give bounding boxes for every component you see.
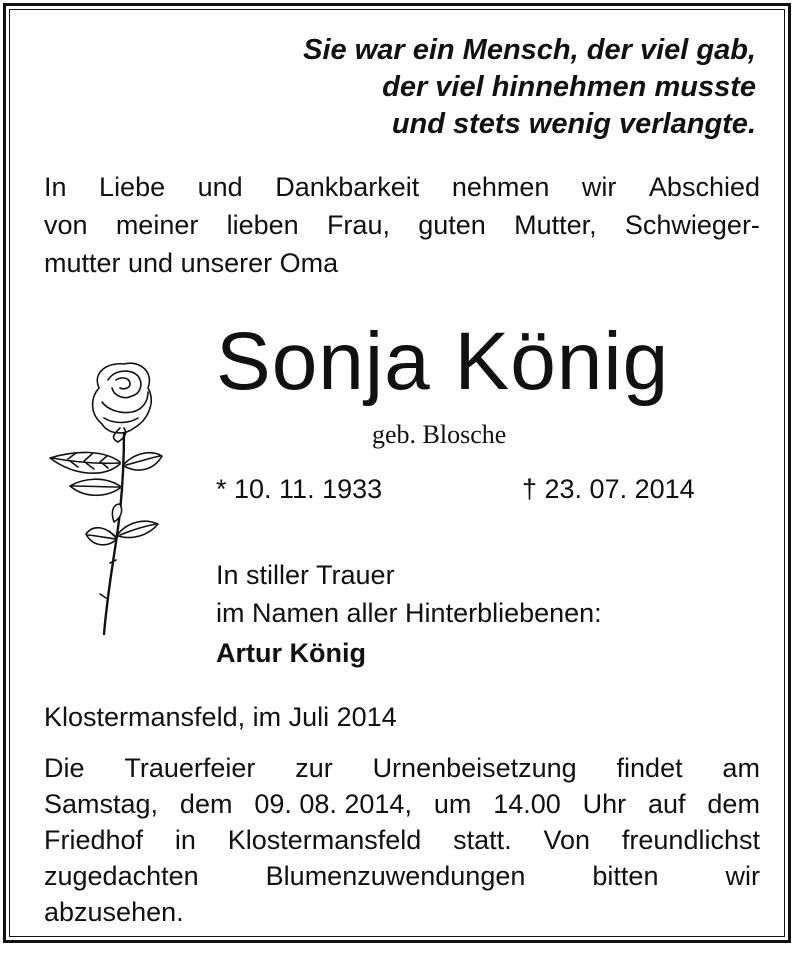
word: Mutter, [514, 210, 597, 240]
word: statt. [453, 825, 512, 855]
mourning-line: im Namen aller Hinterbliebenen: [216, 598, 602, 628]
word: dem [179, 789, 233, 819]
word: Klostermansfeld [227, 825, 422, 855]
intro-line: mutter und unserer Oma [44, 248, 339, 278]
word: dem [707, 789, 760, 819]
word: auf [648, 789, 686, 819]
word: am [722, 753, 760, 783]
death-date: † 23. 07. 2014 [522, 474, 695, 504]
word: freundlichst [621, 825, 760, 855]
word: wir [725, 861, 760, 891]
rose-icon [44, 358, 174, 648]
word: und [197, 172, 243, 202]
word: Uhr [582, 789, 627, 819]
word: wir [581, 172, 617, 202]
word: Dankbarkeit [275, 172, 420, 202]
birth-date: * 10. 11. 1933 [216, 474, 383, 504]
word: Schwieger- [624, 210, 760, 240]
word: zugedachten [44, 861, 199, 891]
funeral-line: abzusehen. [44, 897, 184, 927]
funeral-line [44, 858, 760, 894]
word: In [44, 172, 67, 202]
maiden-name: geb. Blosche [372, 420, 507, 449]
word: Von [543, 825, 591, 855]
funeral-notice [44, 750, 760, 930]
word: bitten [592, 861, 659, 891]
word: meiner [115, 210, 199, 240]
word: von [44, 210, 88, 240]
word: Frau, [326, 210, 390, 240]
motto-quote [303, 32, 756, 143]
mourning-text [216, 556, 602, 632]
motto-line: und stets wenig verlangte. [391, 108, 756, 140]
intro-line [44, 168, 760, 206]
deceased-name: Sonja König [216, 316, 670, 407]
word: Trauerfeier [124, 753, 256, 783]
word: 14.00 [493, 789, 561, 819]
word: Blumenzuwendungen [265, 861, 526, 891]
word: Die [44, 753, 85, 783]
word: Urnenbeisetzung [372, 753, 577, 783]
word: um [433, 789, 472, 819]
intro-text [44, 168, 760, 282]
word: zur [295, 753, 333, 783]
word: in [174, 825, 196, 855]
word: Abschied [648, 172, 760, 202]
word: Samstag, [44, 789, 159, 819]
word: Friedhof [44, 825, 144, 855]
intro-line [44, 206, 760, 244]
motto-line: Sie war ein Mensch, der viel gab, [303, 34, 756, 66]
word: findet [616, 753, 683, 783]
motto-line: der viel hinnehmen musste [382, 71, 756, 103]
signer-name: Artur König [216, 638, 366, 668]
word: nehmen [451, 172, 550, 202]
funeral-line [44, 822, 760, 858]
word: lieben [226, 210, 299, 240]
mourning-line: In stiller Trauer [216, 560, 395, 590]
funeral-line [44, 786, 760, 822]
word: guten [418, 210, 486, 240]
place-date: Klostermansfeld, im Juli 2014 [44, 702, 397, 732]
funeral-line [44, 750, 760, 786]
word: Liebe [99, 172, 166, 202]
word: 09. 08. 2014, [254, 789, 412, 819]
